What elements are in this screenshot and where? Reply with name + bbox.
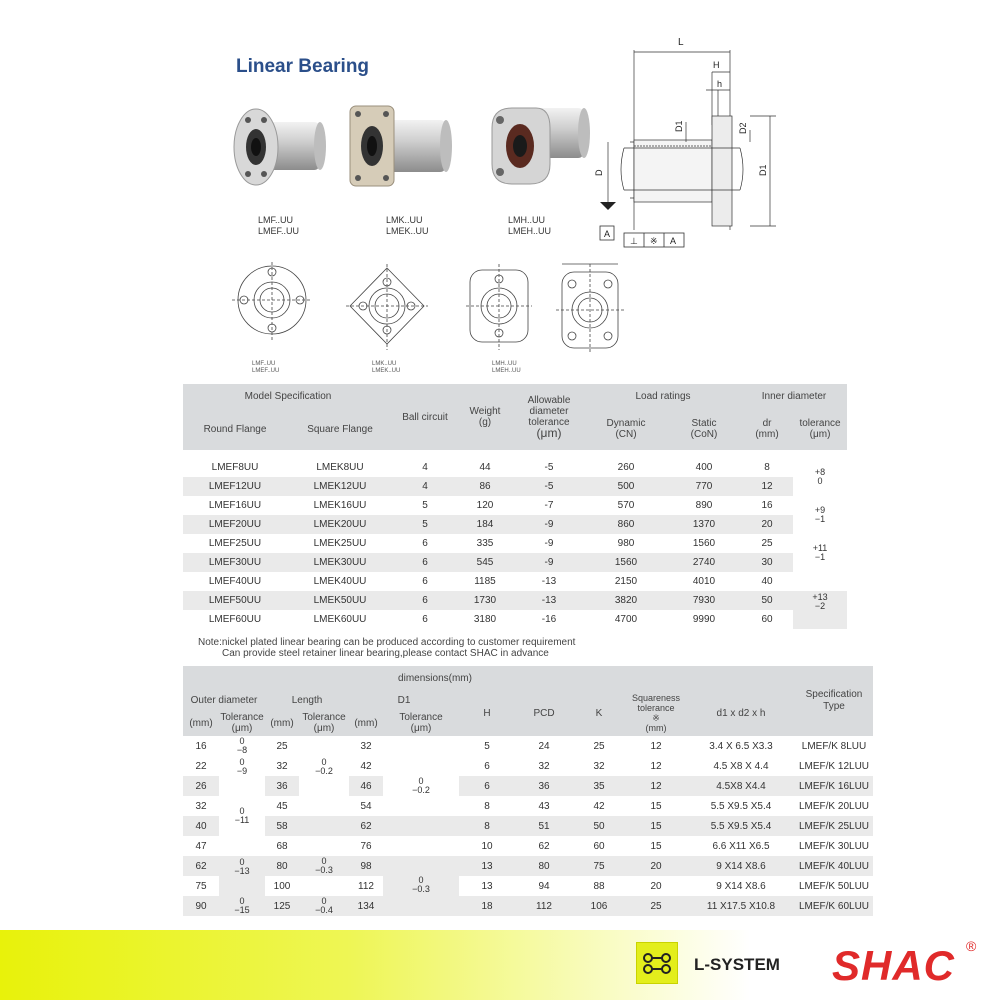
- header-ball-circuit: Ball circuit: [393, 384, 457, 450]
- lmh-front-drawing-b: [556, 258, 626, 358]
- length-cell: 32: [276, 760, 288, 772]
- table-row: [183, 876, 873, 896]
- h-cell: 6: [459, 776, 515, 796]
- d1d2h-cell: 5.5 X9.5 X5.4: [687, 816, 795, 836]
- h-cell: 13: [481, 880, 493, 892]
- d1-tolerance-cell: [383, 736, 459, 756]
- weight-cell: 3180: [473, 614, 497, 625]
- pcd-cell: 36: [515, 776, 573, 796]
- od-tolerance-cell: 0 −15: [219, 896, 265, 916]
- pcd-cell: 80: [515, 856, 573, 876]
- square-flange-cell: LMEK16UU: [313, 500, 367, 511]
- ball-circuit-cell: 6: [422, 614, 428, 625]
- round-flange-cell: LMEF50UU: [183, 591, 287, 610]
- dynamic-cell: 1560: [585, 553, 667, 572]
- outer-diameter-cell: 62: [183, 856, 219, 876]
- k-cell: 42: [593, 800, 605, 812]
- d1-tolerance-cell: [383, 896, 459, 916]
- weight-cell: 184: [457, 515, 513, 534]
- length-tolerance-cell: 0 −0.3: [299, 856, 349, 876]
- ball-circuit-cell: 5: [393, 515, 457, 534]
- header-d1: D1: [349, 690, 459, 710]
- table-row: [183, 534, 847, 553]
- static-cell: 1370: [667, 515, 741, 534]
- length-tolerance-cell: 0 −0.4: [299, 896, 349, 916]
- square-flange-cell: LMEK25UU: [313, 538, 367, 549]
- header-dynamic: Dynamic (CN): [585, 408, 667, 450]
- allowable-cell: -13: [541, 576, 557, 587]
- tolerance-cell: +9 −1: [814, 505, 826, 524]
- static-cell: 1560: [692, 538, 716, 549]
- ball-circuit-cell: 6: [422, 576, 428, 587]
- length-cell: 68: [276, 840, 288, 852]
- length-tolerance-cell: [299, 796, 349, 816]
- header-h: H: [459, 690, 515, 736]
- header-length-mm: (mm): [265, 710, 299, 736]
- static-cell: 4010: [692, 576, 716, 587]
- header-blank: [687, 666, 795, 690]
- header-k: K: [573, 690, 625, 736]
- d1-cell: 54: [360, 800, 372, 812]
- outer-diameter-cell: 90: [183, 896, 219, 916]
- round-flange-cell: LMEF40UU: [208, 576, 262, 587]
- table-row: [183, 515, 847, 534]
- header-tolerance: tolerance (μm): [793, 408, 847, 450]
- dim-label-d1-small: D1: [674, 120, 684, 132]
- lmh-bearing-photo: [486, 98, 592, 196]
- registered-mark: ®: [966, 938, 977, 954]
- pcd-cell: 32: [538, 760, 550, 772]
- dr-cell: 60: [761, 614, 773, 625]
- drawing-caption-1: LMF..UU LMEF..UU: [252, 361, 280, 374]
- dynamic-cell: 4700: [614, 614, 638, 625]
- d1-cell: 62: [349, 816, 383, 836]
- spec-table: [183, 384, 847, 629]
- ball-circuit-cell: 4: [422, 462, 428, 473]
- outer-diameter-cell: 26: [183, 776, 219, 796]
- squareness-cell: 12: [650, 740, 662, 752]
- header-d1-tolerance: Tolerance (μm): [383, 710, 459, 736]
- d1d2h-cell: 4.5 X8 X 4.4: [713, 760, 769, 772]
- header-dr: dr (mm): [741, 408, 793, 450]
- d1d2h-cell: 9 X14 X8.6: [687, 856, 795, 876]
- allowable-cell: -13: [513, 591, 585, 610]
- spec-type-cell: LMEF/K 50LUU: [798, 880, 870, 892]
- header-outer-diameter: Outer diameter: [183, 690, 265, 710]
- dr-cell: 25: [761, 538, 773, 549]
- header-d1d2h: d1 x d2 x h: [687, 690, 795, 736]
- note-text: Note:nickel plated linear bearing can be produced according to customer requirement Can provide steel retainer linear bearing,please contact SHAC in advance: [198, 637, 576, 659]
- outer-diameter-cell: 40: [183, 816, 219, 836]
- weight-cell: 86: [457, 477, 513, 496]
- od-tolerance-cell: [219, 836, 265, 856]
- table-row: [183, 553, 847, 572]
- lmf-front-drawing: [232, 258, 312, 356]
- static-cell: 770: [667, 477, 741, 496]
- section-drawing: [590, 30, 790, 255]
- datum-a-reference: A: [670, 236, 677, 246]
- header-squareness: Squareness tolerance ※ (mm): [625, 690, 687, 736]
- dim-label-h-upper: H: [713, 60, 720, 70]
- k-cell: 88: [593, 880, 605, 892]
- lmh-front-drawing-a: [466, 262, 532, 354]
- length-tolerance-cell: [299, 876, 349, 896]
- lsystem-logo-icon: [636, 942, 678, 984]
- od-tolerance-cell: 0 −13: [219, 856, 265, 896]
- header-load-ratings: Load ratings: [585, 384, 741, 408]
- allowable-cell: -9: [513, 553, 585, 572]
- outer-diameter-cell: 32: [195, 800, 207, 812]
- square-flange-cell: LMEK40UU: [313, 576, 367, 587]
- perpendicularity-symbol: ⊥: [630, 236, 638, 246]
- lmk-front-drawing: [346, 262, 428, 358]
- ball-circuit-cell: 6: [422, 538, 428, 549]
- outer-diameter-cell: 16: [195, 740, 207, 752]
- squareness-symbol: ※: [650, 236, 658, 246]
- spec-type-cell: LMEF/K 12LUU: [798, 760, 870, 772]
- spec-type-cell: LMEF/K 25LUU: [795, 816, 873, 836]
- table-row: [183, 896, 873, 916]
- dr-cell: 20: [741, 515, 793, 534]
- length-tolerance-cell: [299, 816, 349, 836]
- dim-label-l: L: [678, 37, 684, 48]
- round-flange-cell: LMEF16UU: [208, 500, 262, 511]
- spec-type-cell: LMEF/K 8LUU: [801, 740, 867, 752]
- d1d2h-cell: 5.5 X9.5 X5.4: [710, 800, 772, 812]
- table-row: [183, 496, 847, 515]
- header-pcd: PCD: [515, 690, 573, 736]
- length-cell: 58: [265, 816, 299, 836]
- k-cell: 60: [593, 840, 605, 852]
- d1-cell: 134: [349, 896, 383, 916]
- allowable-cell: -5: [513, 477, 585, 496]
- table-row: [183, 591, 847, 610]
- spec-type-cell: LMEF/K 20LUU: [798, 800, 870, 812]
- outer-diameter-cell: 75: [195, 880, 207, 892]
- d1-cell: 42: [360, 760, 372, 772]
- dim-label-h-lower: h: [717, 79, 723, 89]
- k-cell: 106: [573, 896, 625, 916]
- length-cell: 80: [265, 856, 299, 876]
- ball-circuit-cell: 5: [422, 500, 428, 511]
- d1-cell: 46: [349, 776, 383, 796]
- dimensions-table: [183, 666, 873, 916]
- weight-cell: 1185: [474, 576, 496, 587]
- header-dimensions: dimensions(mm): [183, 666, 687, 690]
- header-weight: Weight (g): [457, 384, 513, 450]
- length-tolerance-cell: [299, 836, 349, 856]
- static-cell: 7930: [667, 591, 741, 610]
- header-allowable: Allowable diameter tolerance (μm): [513, 384, 585, 450]
- table-row: [183, 816, 873, 836]
- table-row: [183, 477, 847, 496]
- d1d2h-cell: 6.6 X11 X6.5: [712, 840, 770, 852]
- table-row: [183, 572, 847, 591]
- weight-cell: 120: [476, 500, 494, 511]
- header-static: Static (CoN): [667, 408, 741, 450]
- h-cell: 10: [481, 840, 493, 852]
- length-cell: 45: [276, 800, 288, 812]
- ball-circuit-cell: 6: [393, 553, 457, 572]
- square-flange-cell: LMEK12UU: [287, 477, 393, 496]
- length-tolerance-cell: 0 −0.2: [315, 757, 333, 776]
- dr-cell: 40: [761, 576, 773, 587]
- square-flange-cell: LMEK30UU: [287, 553, 393, 572]
- h-cell: 8: [459, 816, 515, 836]
- od-tolerance-cell: 0 −11: [234, 806, 250, 825]
- allowable-cell: -9: [513, 515, 585, 534]
- allowable-cell: -16: [541, 614, 557, 625]
- length-tolerance-cell: [299, 736, 349, 756]
- square-flange-cell: LMEK8UU: [316, 462, 364, 473]
- pcd-cell: 24: [538, 740, 550, 752]
- header-inner-diameter: Inner diameter: [741, 384, 847, 408]
- table-row: [183, 856, 873, 876]
- tolerance-cell: [793, 572, 847, 591]
- d1d2h-cell: 4.5X8 X4.4: [687, 776, 795, 796]
- static-cell: 400: [695, 462, 713, 473]
- header-length: Length: [265, 690, 349, 710]
- table-row: [183, 458, 847, 477]
- pcd-cell: 51: [515, 816, 573, 836]
- dynamic-cell: 500: [585, 477, 667, 496]
- ball-circuit-cell: 4: [393, 477, 457, 496]
- dim-label-d: D: [594, 169, 604, 176]
- product-caption-3: LMH..UU LMEH..UU: [508, 215, 552, 236]
- header-d1-mm: (mm): [349, 710, 383, 736]
- dynamic-cell: 3820: [585, 591, 667, 610]
- header-od-mm: (mm): [183, 710, 219, 736]
- drawing-caption-3: LMH..UU LMEH..UU: [492, 361, 521, 374]
- static-cell: 890: [695, 500, 713, 511]
- round-flange-cell: LMEF20UU: [183, 515, 287, 534]
- k-cell: 25: [593, 740, 605, 752]
- lmf-bearing-photo: [228, 100, 328, 195]
- tolerance-cell: +13 −2: [793, 591, 847, 629]
- dynamic-cell: 260: [617, 462, 635, 473]
- d1-cell: 98: [349, 856, 383, 876]
- lmk-bearing-photo: [346, 100, 452, 195]
- d1-cell: 76: [360, 840, 372, 852]
- tolerance-cell: +11 −1: [812, 543, 828, 562]
- dynamic-cell: 2150: [614, 576, 638, 587]
- k-cell: 75: [573, 856, 625, 876]
- d1-cell: 32: [360, 740, 372, 752]
- ball-circuit-cell: 6: [393, 591, 457, 610]
- length-cell: 25: [276, 740, 288, 752]
- squareness-cell: 20: [625, 856, 687, 876]
- d1-cell: 112: [358, 880, 374, 892]
- d1d2h-cell: 3.4 X 6.5 X3.3: [709, 740, 773, 752]
- d1-tolerance-cell: 0 −0.2: [412, 776, 430, 795]
- k-cell: 32: [593, 760, 605, 772]
- spec-type-cell: LMEF/K 16LUU: [795, 776, 873, 796]
- shac-logo: SHAC: [832, 942, 956, 989]
- header-od-tolerance: Tolerance (μm): [220, 712, 264, 734]
- d1-tolerance-cell: [383, 836, 459, 856]
- allowable-cell: -5: [544, 462, 554, 473]
- round-flange-cell: LMEF12UU: [183, 477, 287, 496]
- table-row: [183, 776, 873, 796]
- table-row: [183, 836, 873, 856]
- dr-cell: 30: [741, 553, 793, 572]
- table-row: [183, 796, 873, 816]
- table-row: [183, 756, 873, 776]
- drawing-caption-2: LMK..UU LMEK..UU: [372, 361, 401, 374]
- length-cell: 100: [273, 880, 291, 892]
- dr-cell: 12: [741, 477, 793, 496]
- round-flange-cell: LMEF8UU: [211, 462, 259, 473]
- square-flange-cell: LMEK50UU: [287, 591, 393, 610]
- k-cell: 50: [573, 816, 625, 836]
- dim-label-d2: D2: [738, 122, 748, 134]
- h-cell: 6: [484, 760, 490, 772]
- round-flange-cell: LMEF25UU: [208, 538, 262, 549]
- squareness-cell: 15: [625, 816, 687, 836]
- weight-cell: 44: [479, 462, 491, 473]
- product-caption-2: LMK..UU LMEK..UU: [386, 215, 429, 236]
- weight-cell: 335: [476, 538, 494, 549]
- header-square-flange: Square Flange: [287, 408, 393, 450]
- dr-cell: 50: [741, 591, 793, 610]
- header-model-spec: Model Specification: [183, 384, 393, 408]
- square-flange-cell: LMEK60UU: [313, 614, 367, 625]
- squareness-cell: 15: [650, 840, 662, 852]
- page-title: Linear Bearing: [236, 56, 370, 77]
- spec-type-cell: LMEF/K 60LUU: [795, 896, 873, 916]
- length-cell: 125: [265, 896, 299, 916]
- dynamic-cell: 980: [617, 538, 635, 549]
- squareness-cell: 12: [650, 760, 662, 772]
- dim-label-d1-large: D1: [758, 164, 768, 176]
- allowable-cell: -7: [544, 500, 554, 511]
- pcd-cell: 94: [538, 880, 550, 892]
- dr-cell: 8: [764, 462, 770, 473]
- outer-diameter-cell: 47: [195, 840, 207, 852]
- weight-cell: 1730: [457, 591, 513, 610]
- d1d2h-cell: 9 X14 X8.6: [716, 880, 766, 892]
- pcd-cell: 112: [515, 896, 573, 916]
- length-cell: 36: [265, 776, 299, 796]
- pcd-cell: 62: [538, 840, 550, 852]
- datum-a-label: A: [604, 229, 611, 239]
- od-tolerance-cell: 0 −9: [236, 757, 248, 776]
- table-row: [183, 610, 847, 629]
- header-spec-type: Specification Type: [795, 666, 873, 736]
- round-flange-cell: LMEF30UU: [183, 553, 287, 572]
- static-cell: 2740: [667, 553, 741, 572]
- d1d2h-cell: 11 X17.5 X10.8: [687, 896, 795, 916]
- table-row: [183, 736, 873, 756]
- h-cell: 18: [459, 896, 515, 916]
- outer-diameter-cell: 22: [195, 760, 207, 772]
- weight-cell: 545: [457, 553, 513, 572]
- allowable-cell: -9: [544, 538, 554, 549]
- d1-tolerance-cell: [383, 816, 459, 836]
- pcd-cell: 43: [538, 800, 550, 812]
- squareness-cell: 12: [625, 776, 687, 796]
- h-cell: 8: [484, 800, 490, 812]
- spec-type-cell: LMEF/K 30LUU: [798, 840, 870, 852]
- squareness-cell: 20: [650, 880, 662, 892]
- d1-tolerance-cell: 0 −0.3: [383, 856, 459, 896]
- spec-type-cell: LMEF/K 40LUU: [795, 856, 873, 876]
- dr-cell: 16: [761, 500, 773, 511]
- lsystem-brand: L-SYSTEM: [694, 955, 780, 974]
- tolerance-cell: +8 0: [814, 467, 826, 486]
- squareness-cell: 25: [625, 896, 687, 916]
- h-cell: 5: [484, 740, 490, 752]
- round-flange-cell: LMEF60UU: [208, 614, 262, 625]
- od-tolerance-cell: 0 −8: [236, 736, 248, 755]
- h-cell: 13: [459, 856, 515, 876]
- squareness-cell: 15: [650, 800, 662, 812]
- static-cell: 9990: [692, 614, 716, 625]
- dynamic-cell: 570: [617, 500, 635, 511]
- header-round-flange: Round Flange: [183, 408, 287, 450]
- k-cell: 35: [573, 776, 625, 796]
- header-length-tolerance: Tolerance (μm): [299, 710, 349, 736]
- square-flange-cell: LMEK20UU: [287, 515, 393, 534]
- product-caption-1: LMF..UU LMEF..UU: [258, 215, 300, 236]
- dynamic-cell: 860: [585, 515, 667, 534]
